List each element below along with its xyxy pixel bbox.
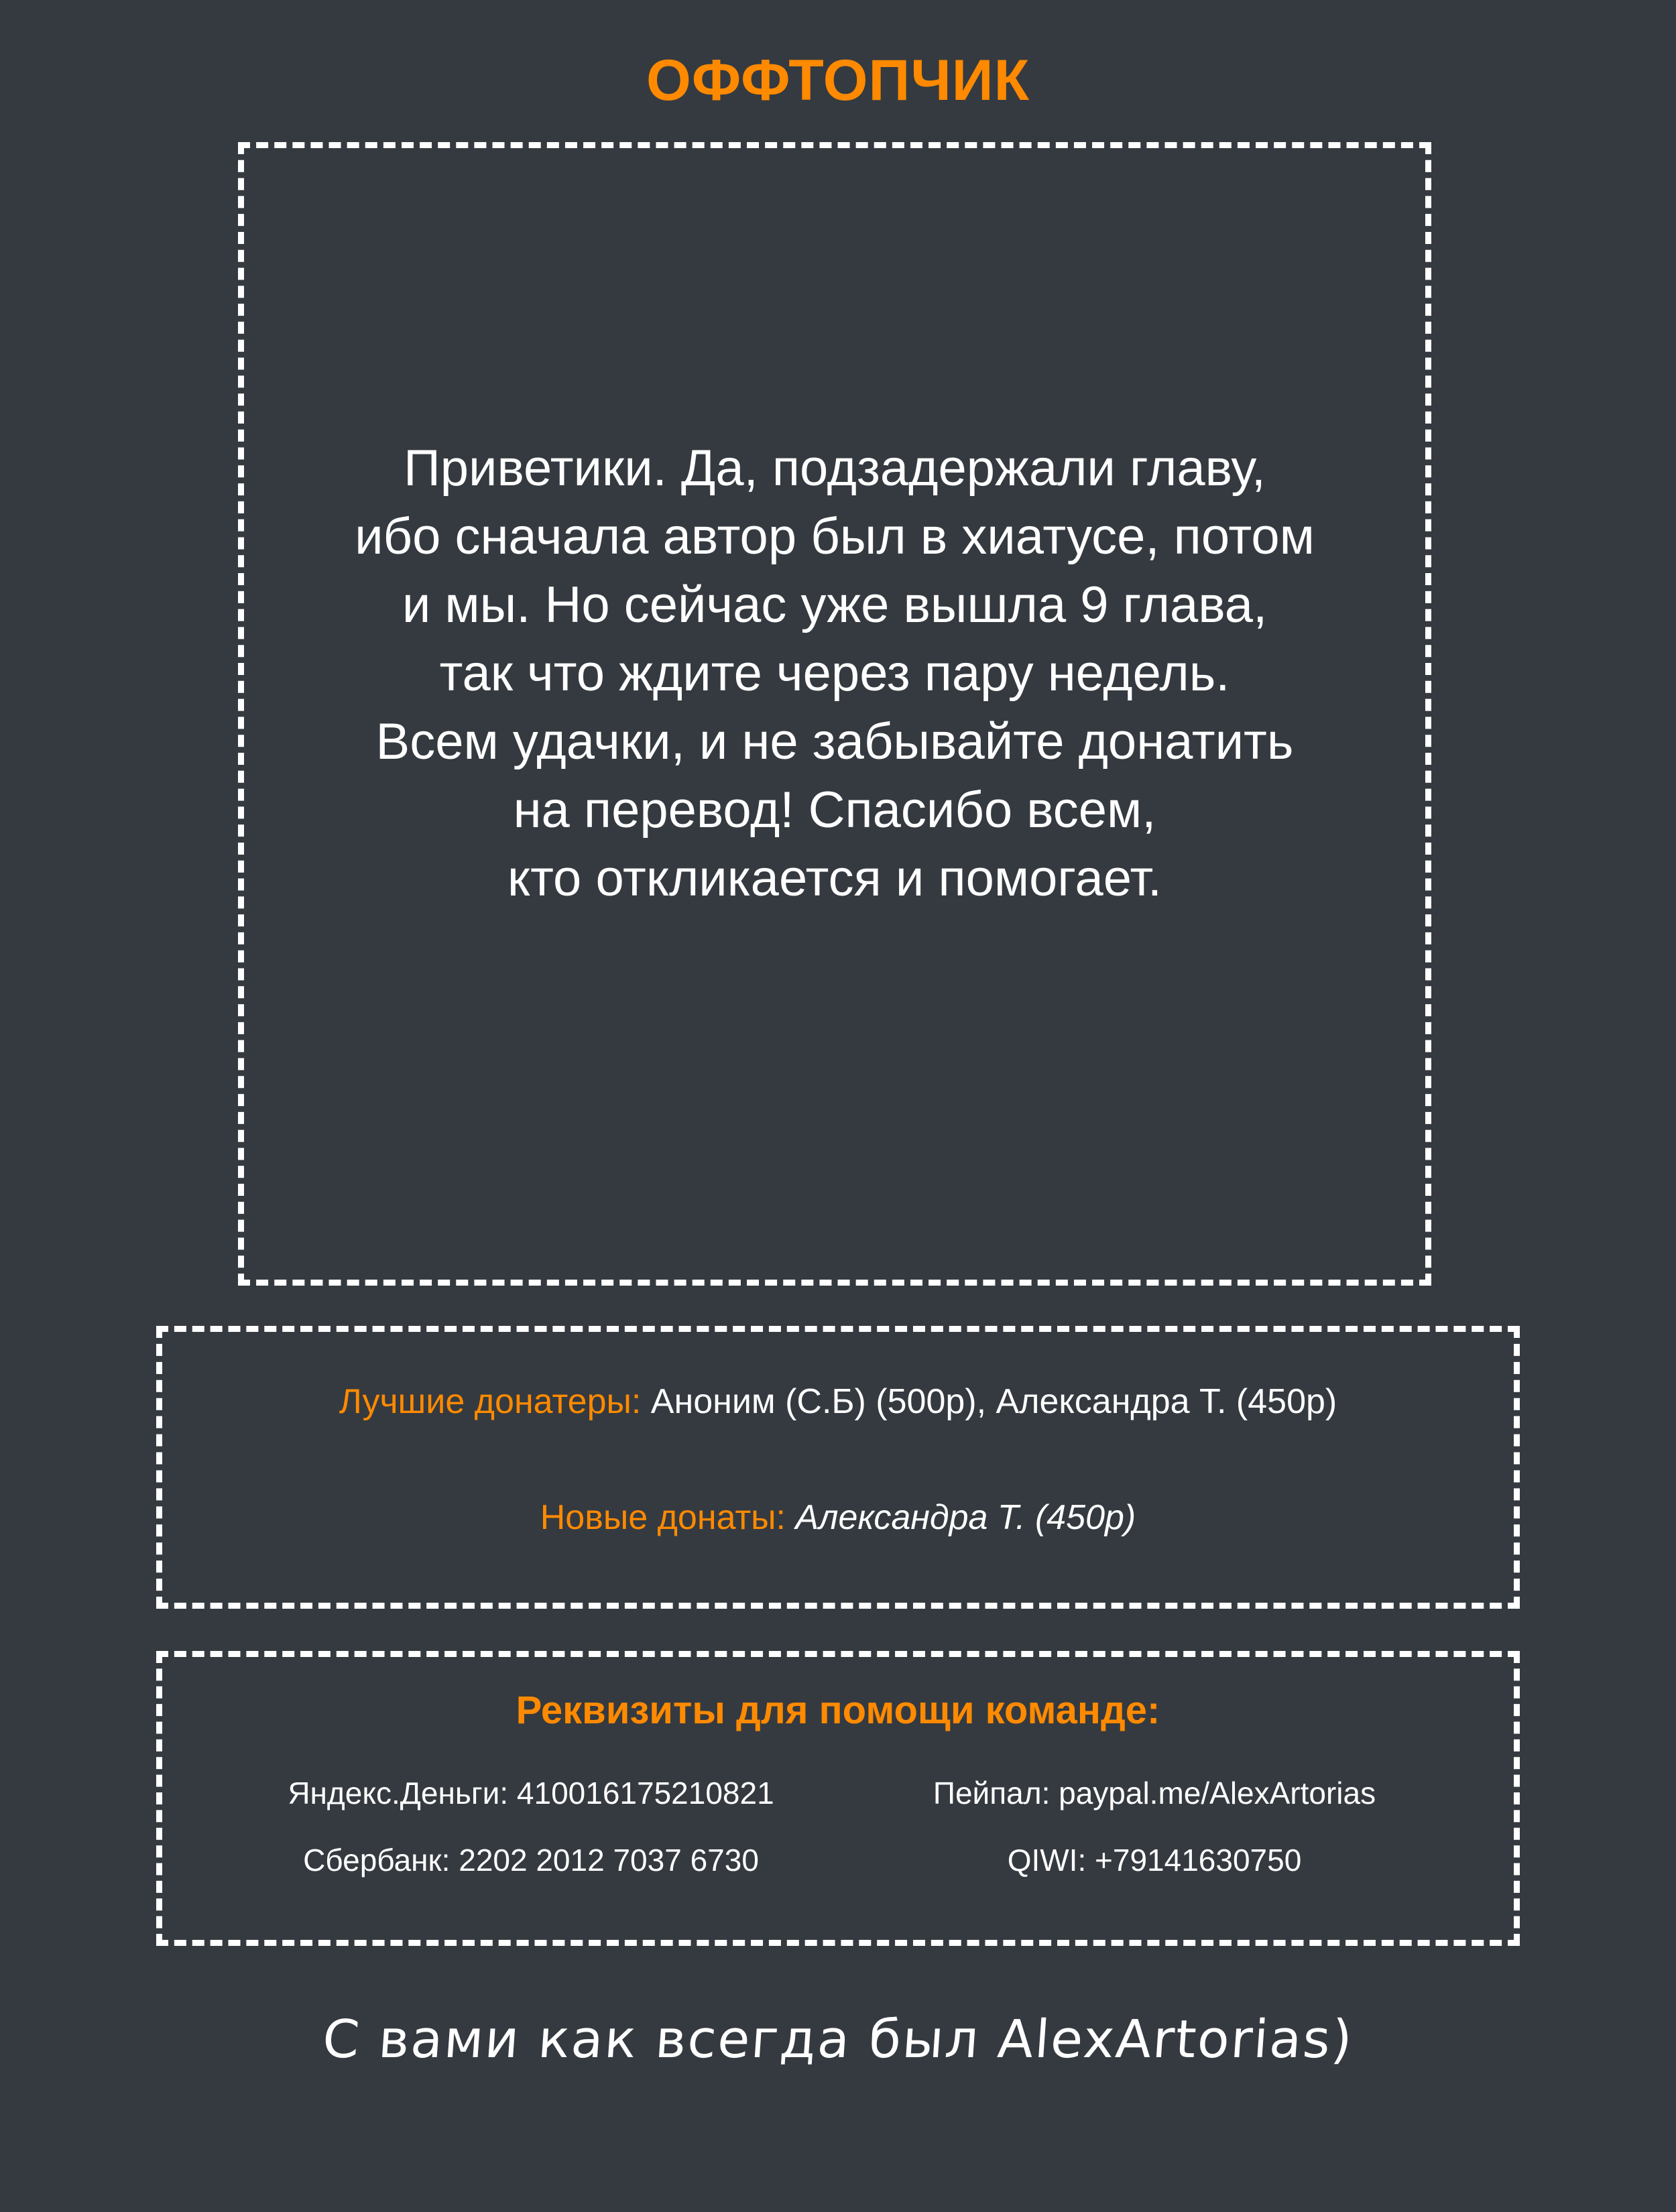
message-box [238, 142, 1431, 1286]
requisites-box [156, 1651, 1520, 1946]
best-donors-value: Аноним (С.Б) (500р), Александра Т. (450р) [650, 1382, 1337, 1421]
qiwi-detail: QIWI: +79141630750 [1007, 1843, 1302, 1878]
requisites-title: Реквизиты для помощи команде: [516, 1688, 1160, 1732]
yandex-money-detail: Яндекс.Деньги: 410016175210821 [288, 1776, 774, 1810]
best-donors-label: Лучшие донатеры: [339, 1382, 642, 1421]
paypal-detail: Пейпал: paypal.me/AlexArtorias [933, 1776, 1376, 1810]
best-donors-line [162, 1380, 1514, 1423]
new-donations-value: Александра Т. (450р) [795, 1498, 1136, 1537]
new-donations-label: Новые донаты: [540, 1498, 786, 1537]
signature: С вами как всегда был AlexArtorias) [320, 2010, 1356, 2070]
donors-box [156, 1326, 1520, 1609]
new-donations-line [162, 1496, 1514, 1539]
sberbank-detail: Сбербанк: 2202 2012 7037 6730 [303, 1843, 759, 1878]
page-title: ОФФТОПЧИК [646, 48, 1030, 113]
message-text: Приветики. Да, подзадержали главу, ибо сначала автор был в хиатусе, потом и мы. Но сейчас уже вышла 9 глава, так что ждите через пару недель. Всем удачки, и не забывайте донатить на перевод! Спасибо всем, кто откликается и помогает. [355, 440, 1315, 907]
